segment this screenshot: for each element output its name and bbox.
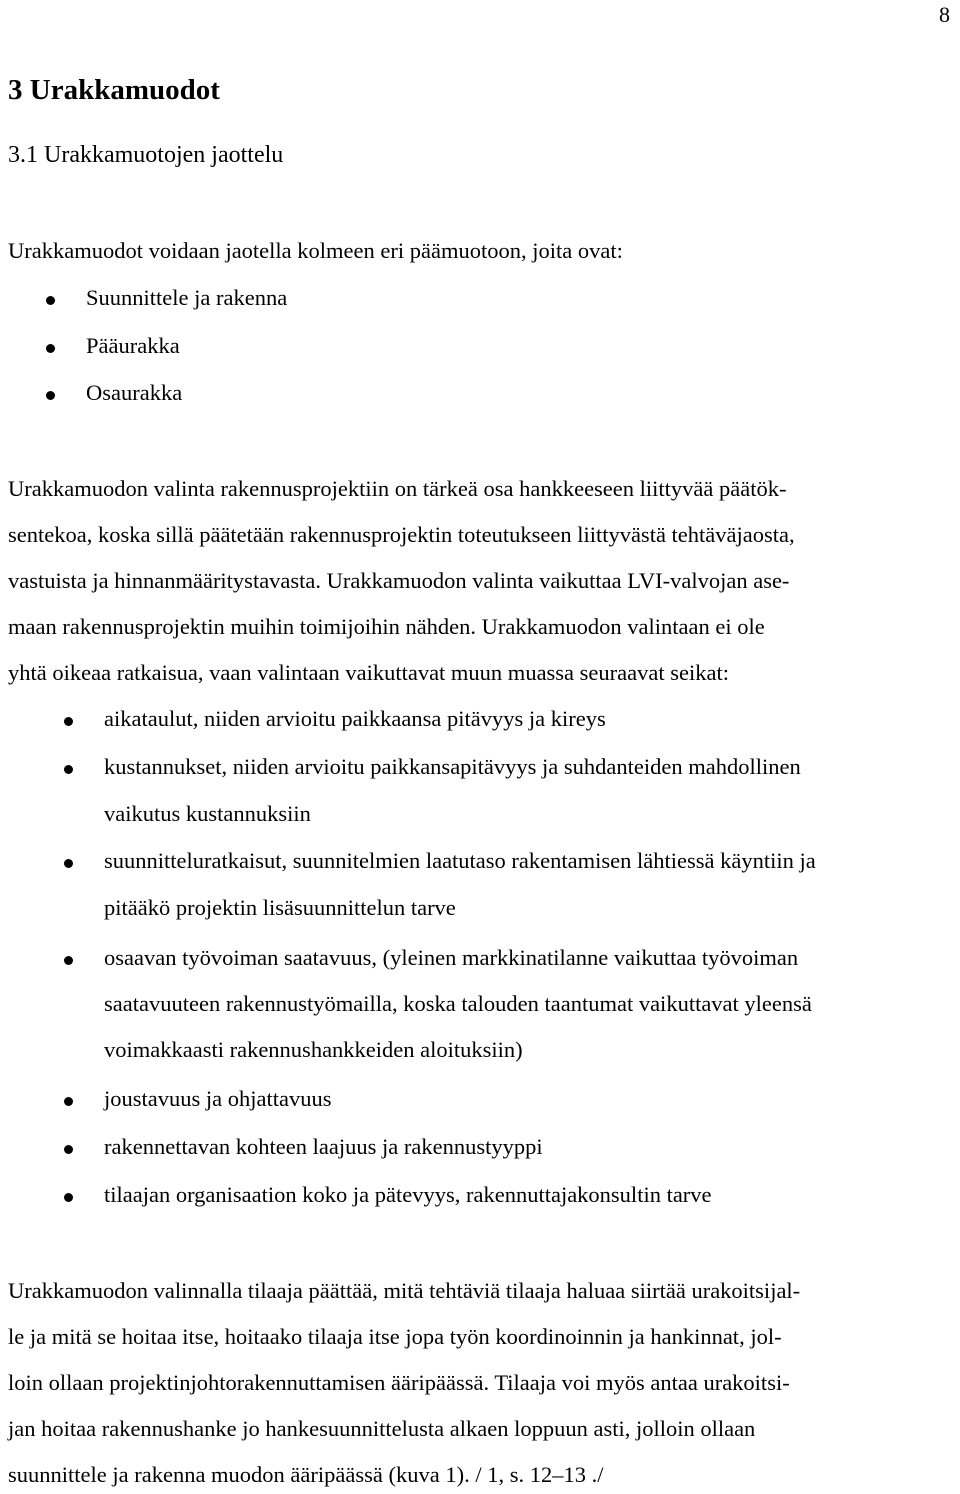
paragraph-line: sentekoa, koska sillä päätetään rakennusprojektin toteutukseen liittyvästä tehtäväjaosta, — [8, 522, 795, 547]
bullet-icon — [46, 296, 55, 305]
factor-item: suunnitteluratkaisut, suunnitelmien laatutaso rakentamisen lähtiessä käyntiin ja — [104, 848, 816, 873]
bullet-icon — [46, 344, 55, 353]
bullet-icon — [46, 391, 55, 400]
factor-item: joustavuus ja ohjattavuus — [104, 1086, 332, 1111]
paragraph-line: suunnittele ja rakenna muodon ääripäässä (kuva 1). / 1, s. 12–13 ./ — [8, 1462, 604, 1487]
main-form-item: Pääurakka — [86, 333, 180, 358]
bullet-icon — [64, 1145, 73, 1154]
factor-item: aikataulut, niiden arvioitu paikkaansa pitävyys ja kireys — [104, 706, 606, 731]
paragraph-line: jan hoitaa rakennushanke jo hankesuunnittelusta alkaen loppuun asti, jolloin ollaan — [8, 1416, 756, 1441]
factor-item-continued: saatavuuteen rakennustyömailla, koska talouden taantumat vaikuttavat yleensä — [104, 991, 812, 1016]
paragraph-line: Urakkamuodon valinnalla tilaaja päättää, mitä tehtäviä tilaaja haluaa siirtää urakoitsijal- — [8, 1278, 801, 1303]
main-form-item: Suunnittele ja rakenna — [86, 285, 288, 310]
factor-item: kustannukset, niiden arvioitu paikkansapitävyys ja suhdanteiden mahdollinen — [104, 754, 801, 779]
factor-item: osaavan työvoiman saatavuus, (yleinen markkinatilanne vaikuttaa työvoiman — [104, 945, 799, 970]
factor-item-continued: pitääkö projektin lisäsuunnittelun tarve — [104, 895, 456, 920]
paragraph-line: maan rakennusprojektin muihin toimijoihin nähden. Urakkamuodon valintaan ei ole — [8, 614, 765, 639]
section-heading: 3 Urakkamuodot — [8, 74, 220, 106]
bullet-icon — [64, 1193, 73, 1202]
paragraph-line: Urakkamuodon valinta rakennusprojektiin on tärkeä osa hankkeeseen liittyvää päätök- — [8, 476, 787, 501]
bullet-icon — [64, 765, 73, 774]
main-form-item: Osaurakka — [86, 380, 183, 405]
bullet-icon — [64, 1097, 73, 1106]
bullet-icon — [64, 956, 73, 965]
intro-text: Urakkamuodot voidaan jaotella kolmeen eri päämuotoon, joita ovat: — [8, 238, 623, 263]
paragraph-line: vastuista ja hinnanmääritystavasta. Urakkamuodon valinta vaikuttaa LVI-valvojan ase- — [8, 568, 790, 593]
factor-item-continued: voimakkaasti rakennushankkeiden aloituksiin) — [104, 1037, 523, 1062]
page-number: 8 — [939, 2, 950, 27]
paragraph-line: le ja mitä se hoitaa itse, hoitaako tilaaja itse jopa työn koordinoinnin ja hankinnat, jol- — [8, 1324, 782, 1349]
factor-item-continued: vaikutus kustannuksiin — [104, 801, 311, 826]
subsection-heading: 3.1 Urakkamuotojen jaottelu — [8, 142, 284, 168]
paragraph-line: loin ollaan projektinjohtorakennuttamisen ääripäässä. Tilaaja voi myös antaa urakoitsi- — [8, 1370, 790, 1395]
bullet-icon — [64, 717, 73, 726]
factor-item: rakennettavan kohteen laajuus ja rakennustyyppi — [104, 1134, 543, 1159]
bullet-icon — [64, 859, 73, 868]
paragraph-line: yhtä oikeaa ratkaisua, vaan valintaan vaikuttavat muun muassa seuraavat seikat: — [8, 660, 729, 685]
factor-item: tilaajan organisaation koko ja pätevyys, rakennuttajakonsultin tarve — [104, 1182, 712, 1207]
